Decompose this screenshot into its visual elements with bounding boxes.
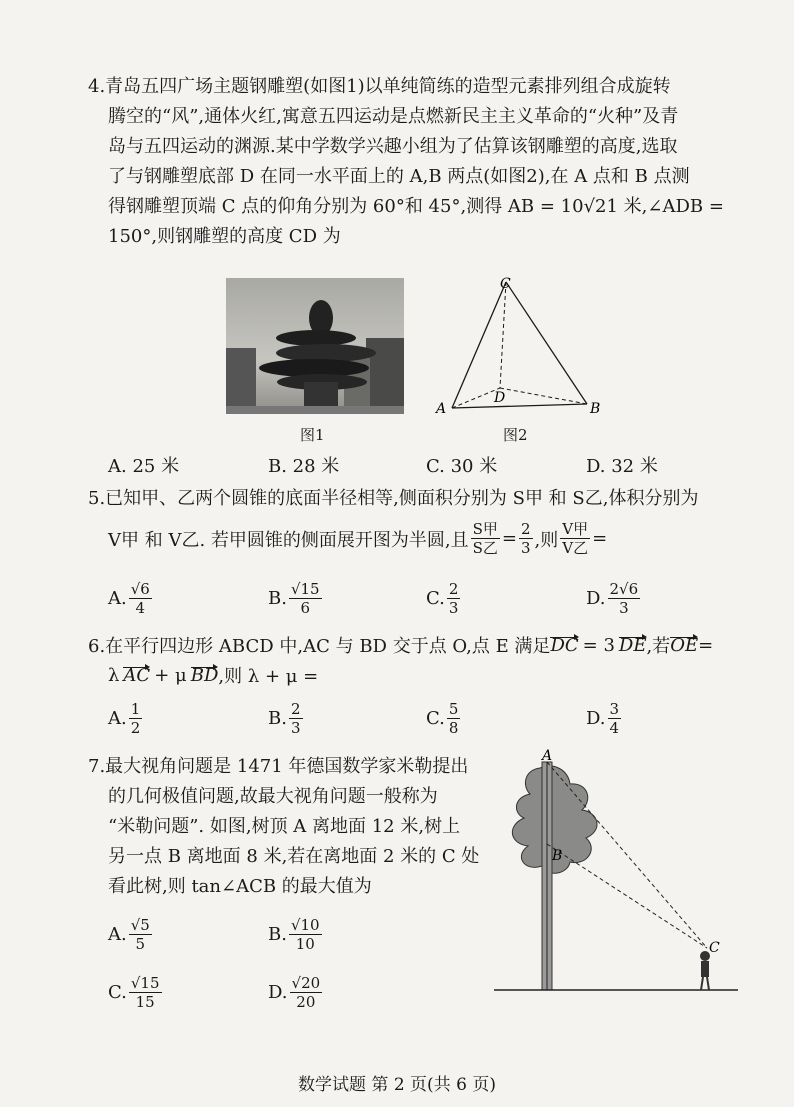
question-6-line-1: 6.在平行四边形 ABCD 中,AC 与 BD 交于点 O,点 E 满足 DC = 3 DE ,若 OE =	[88, 634, 714, 657]
q5-option-c[interactable]: C. $\frac{2}{3}$	[426, 580, 459, 617]
q6-option-d[interactable]: D. $\frac{3}{4}$	[586, 700, 620, 737]
q7-line: 7.最大视角问题是 1471 年德国数学家米勒提出	[88, 756, 469, 777]
q4-line: 腾空的“风”,通体火红,寓意五四运动是点燃新民主主义革命的“火种”及青	[108, 106, 679, 127]
q7-line: 看此树,则 tan∠ACB 的最大值为	[108, 876, 372, 897]
question-4	[88, 72, 724, 252]
q4-line: 4.青岛五四广场主题钢雕塑(如图1)以单纯简练的造型元素排列组合成旋转	[88, 76, 671, 97]
q5-line: 5.已知甲、乙两个圆锥的底面半径相等,侧面积分别为 S甲 和 S乙,体积分别为	[88, 488, 699, 509]
q5-option-a[interactable]: A. $\frac{√6}{4}$	[108, 580, 150, 617]
q7-line: 的几何极值问题,故最大视角问题一般称为	[108, 786, 438, 807]
q7-option-a[interactable]: A. $\frac{√5}{5}$	[108, 916, 150, 953]
question-7	[88, 752, 479, 902]
q4-option-a[interactable]: A. 25 米	[108, 456, 180, 477]
observer-body	[701, 961, 709, 977]
fraction: $\frac{2}{3}$	[520, 520, 531, 557]
fraction: $\frac{\text{V甲}}{\text{V乙}}$	[562, 520, 589, 557]
figure-1-caption: 图1	[300, 426, 325, 444]
q7-option-b[interactable]: B. $\frac{√10}{10}$	[268, 916, 320, 953]
question-5	[88, 484, 698, 514]
fraction: $\frac{\text{S甲}}{\text{S乙}}$	[472, 520, 498, 557]
label-B: B	[552, 848, 563, 864]
vector-DE: DE	[618, 634, 647, 656]
q6-option-b[interactable]: B. $\frac{2}{3}$	[268, 700, 301, 737]
figure-2-diagram	[430, 270, 610, 420]
q7-option-d[interactable]: D. $\frac{√20}{20}$	[268, 974, 321, 1011]
vector-AC: AC	[123, 664, 151, 686]
q4-line: 了与钢雕塑底部 D 在同一水平面上的 A,B 两点(如图2),在 A 点和 B 点测	[108, 166, 690, 187]
figure-2-caption: 图2	[503, 426, 528, 444]
vector-OE: OE	[670, 634, 699, 656]
question-6-line-2: λ AC + μ BD ,则 λ + μ =	[108, 664, 319, 687]
vector-DC: DC	[550, 634, 579, 656]
label-A: A	[436, 401, 447, 417]
figure-tree-diagram	[494, 748, 738, 998]
label-D: D	[494, 390, 506, 406]
q4-option-b[interactable]: B. 28 米	[268, 456, 340, 477]
q5-option-b[interactable]: B. $\frac{√15}{6}$	[268, 580, 320, 617]
q4-line: 岛与五四运动的渊源.某中学数学兴趣小组为了估算该钢雕塑的高度,选取	[108, 136, 678, 157]
q4-option-c[interactable]: C. 30 米	[426, 456, 498, 477]
q4-line: 150°,则钢雕塑的高度 CD 为	[108, 226, 341, 247]
q7-line: 另一点 B 离地面 8 米,若在离地面 2 米的 C 处	[108, 846, 480, 867]
page-footer: 数学试题 第 2 页(共 6 页)	[298, 1075, 496, 1095]
label-C: C	[500, 276, 511, 292]
label-C: C	[709, 940, 720, 956]
label-B: B	[590, 401, 601, 417]
q6-option-a[interactable]: A. $\frac{1}{2}$	[108, 700, 141, 737]
vector-BD: BD	[190, 664, 219, 686]
q5-line-2: V甲 和 V乙. 若甲圆锥的侧面展开图为半圆,且 $\frac{\text{S甲}}{\text{S乙}}$ = $\frac{2}{3}$ ,则 $\frac{\text{V甲}}{\text{V乙}}$ =	[108, 520, 608, 557]
q4-option-d[interactable]: D. 32 米	[586, 456, 658, 477]
q7-option-c[interactable]: C. $\frac{√15}{15}$	[108, 974, 160, 1011]
q6-option-c[interactable]: C. $\frac{5}{8}$	[426, 700, 459, 737]
q7-line: “米勒问题”. 如图,树顶 A 离地面 12 米,树上	[108, 816, 461, 837]
sculpture-image	[226, 278, 404, 414]
q5-option-d[interactable]: D. $\frac{2√6}{3}$	[586, 580, 639, 617]
q5-text: V甲 和 V乙. 若甲圆锥的侧面展开图为半圆,且	[108, 529, 469, 551]
figure-1-photo	[226, 278, 404, 414]
sightline-b	[547, 844, 707, 948]
label-A: A	[542, 748, 553, 764]
q4-line: 得钢雕塑顶端 C 点的仰角分别为 60°和 45°,测得 AB = 10√21 米,∠ADB =	[108, 196, 724, 217]
